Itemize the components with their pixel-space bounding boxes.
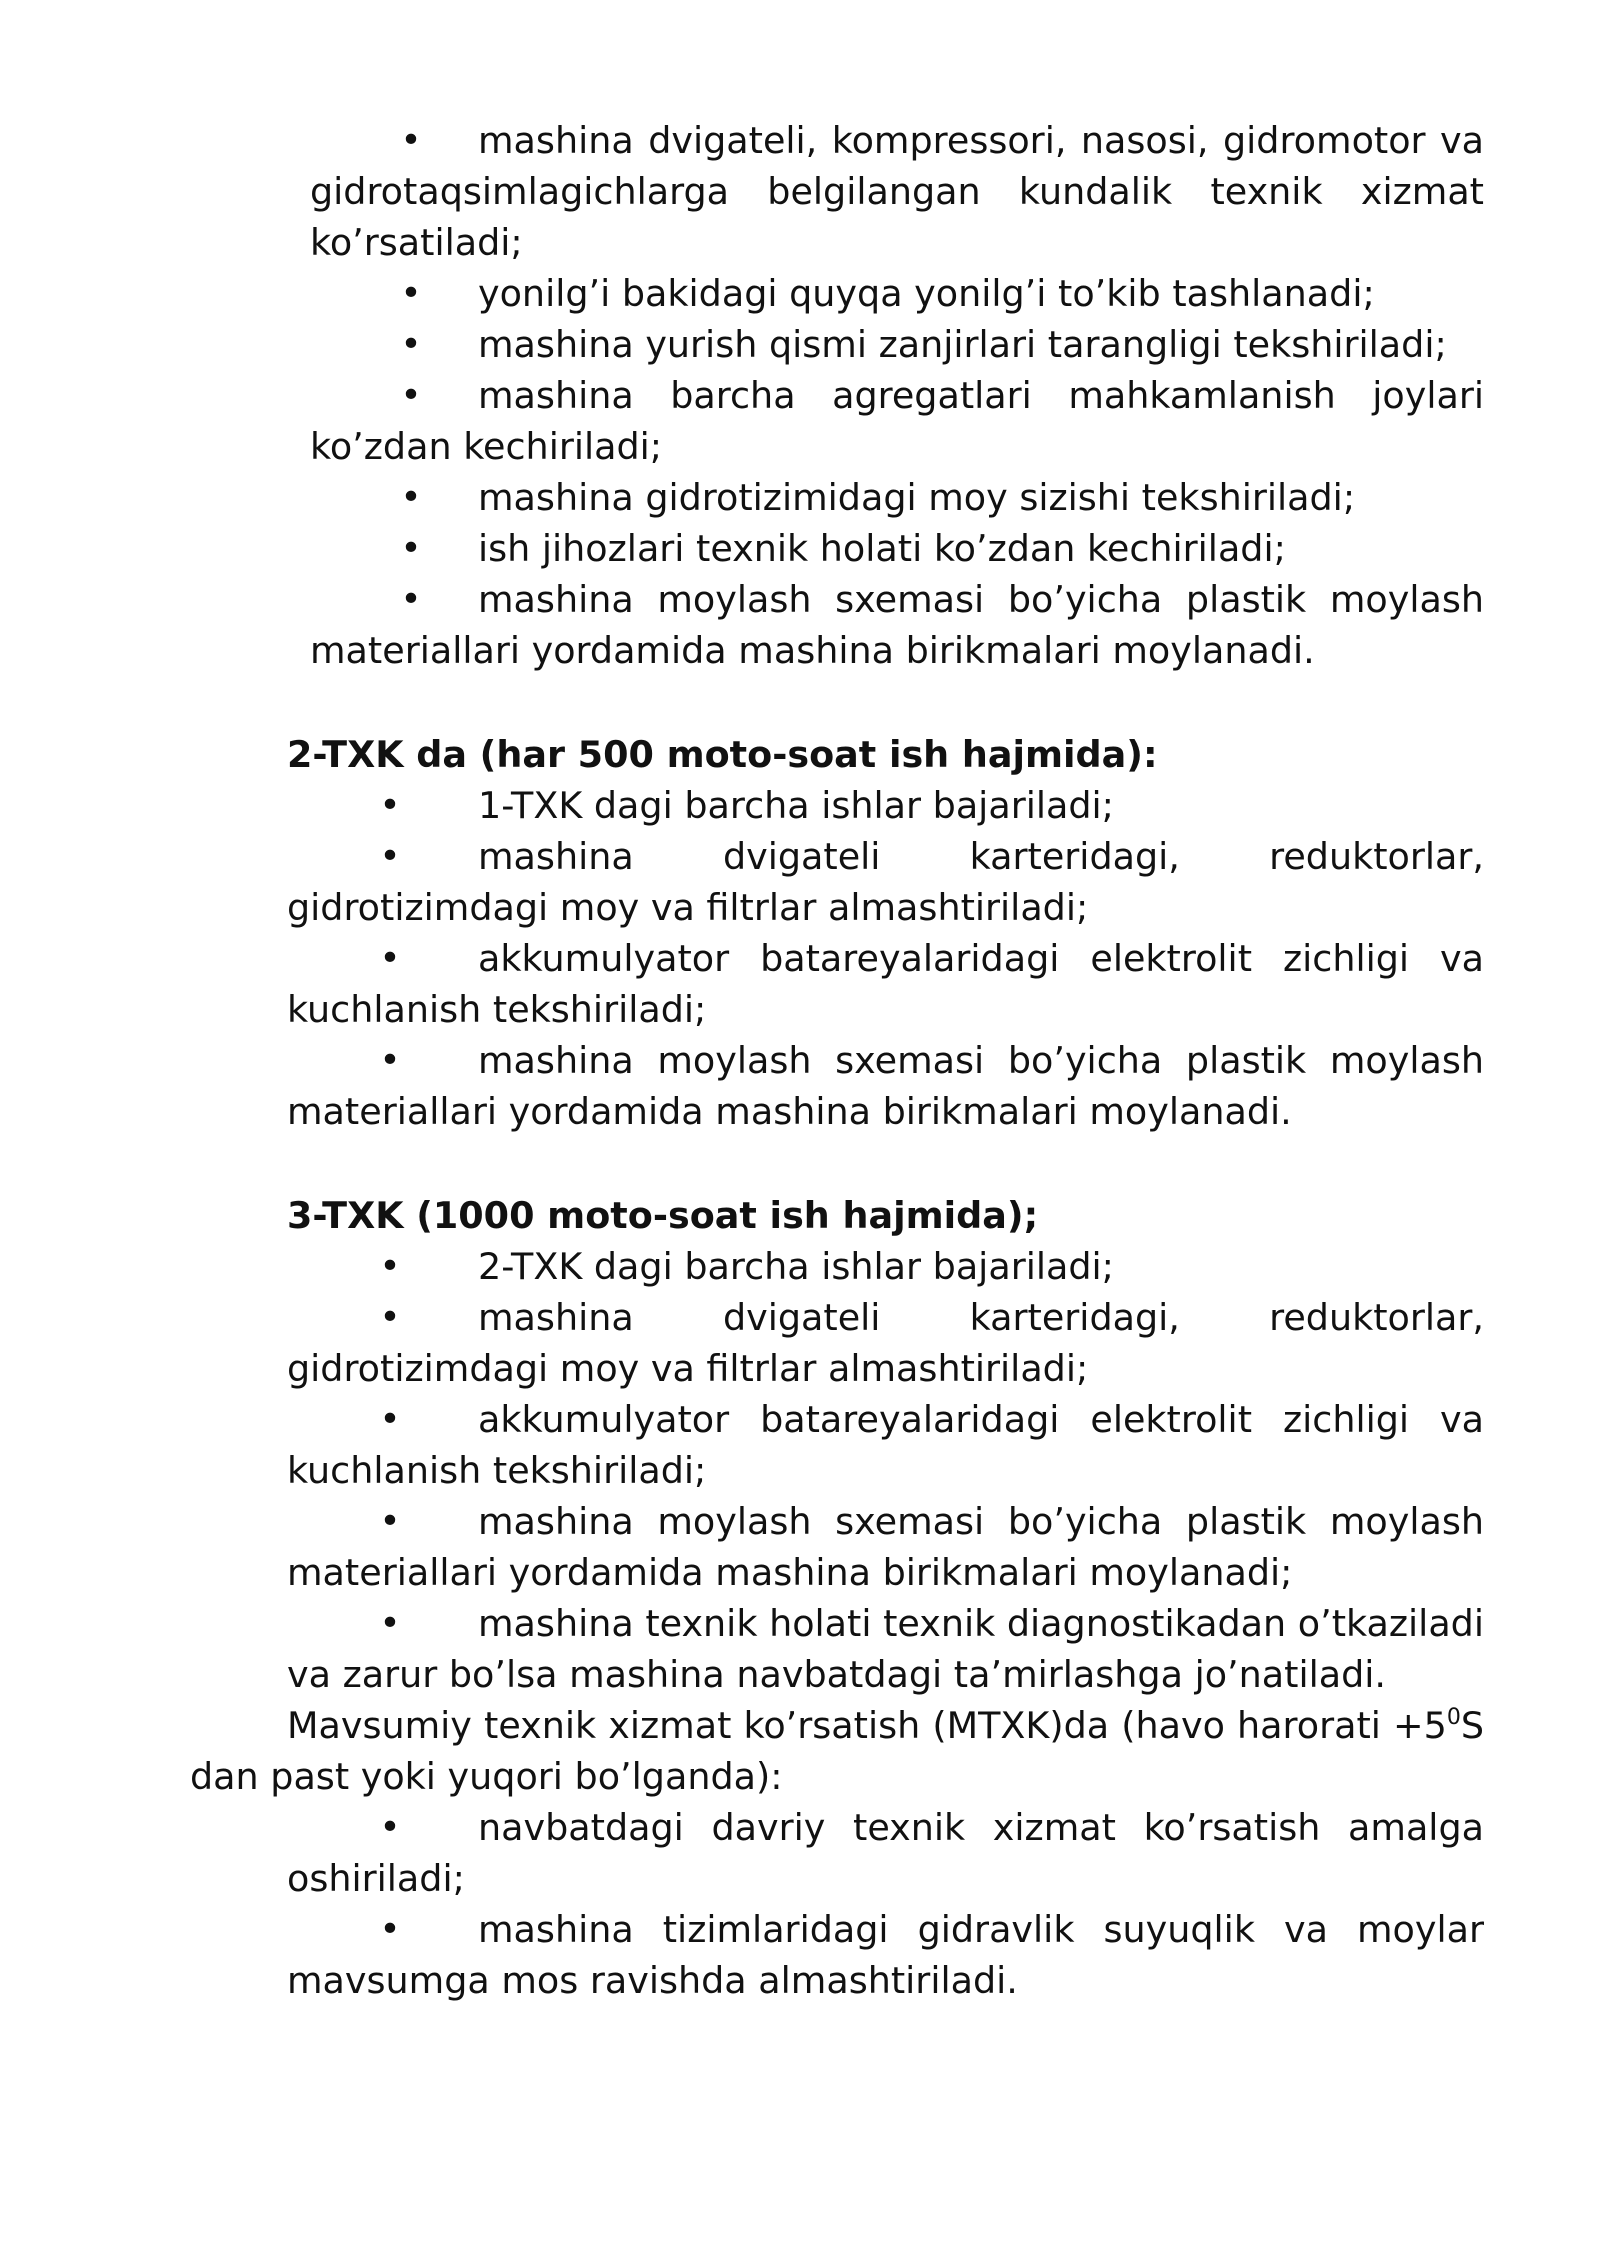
bullet: • — [379, 1909, 401, 1950]
list-item-continuation: gidrotizimdagi moy va filtrlar almashtiriladi; — [287, 1347, 1089, 1390]
list-item-continuation: va zarur bo’lsa mashina navbatdagi ta’mirlashga jo’natiladi. — [287, 1653, 1387, 1696]
list-item-text: mashina tizimlaridagi gidravlik suyuqlik va moylar — [478, 1908, 1484, 1951]
superscript-degree: 0 — [1446, 1705, 1461, 1730]
list-item-text: mashina moylash sxemasi bo’yicha plastik moylash — [478, 578, 1484, 621]
bullet: • — [400, 324, 422, 365]
bullet: • — [400, 528, 422, 569]
section-2-heading: 2-TXK da (har 500 moto-soat ish hajmida): — [287, 733, 1158, 776]
list-item-text: mashina moylash sxemasi bo’yicha plastik moylash — [478, 1500, 1484, 1543]
list-item-continuation: materiallari yordamida mashina birikmalari moylanadi. — [310, 629, 1315, 672]
seasonal-text-before: Mavsumiy texnik xizmat ko’rsatish (MTXK)da (havo harorati +5 — [287, 1704, 1447, 1747]
list-item-text: mashina yurish qismi zanjirlari tarangligi tekshiriladi; — [478, 323, 1447, 366]
bullet: • — [379, 1807, 401, 1848]
list-item-text: mashina barcha agregatlari mahkamlanish joylari — [478, 374, 1484, 417]
list-item-text: mashina dvigateli, kompressori, nasosi, gidromotor va — [478, 119, 1484, 162]
list-item-text: mashina texnik holati texnik diagnostikadan o’tkaziladi — [478, 1602, 1484, 1645]
seasonal-paragraph-line-2: dan past yoki yuqori bo’lganda): — [190, 1755, 783, 1798]
list-item-text: mashina moylash sxemasi bo’yicha plastik moylash — [478, 1039, 1484, 1082]
list-item-continuation: gidrotizimdagi moy va filtrlar almashtiriladi; — [287, 886, 1089, 929]
list-item-text: ish jihozlari texnik holati ko’zdan kechiriladi; — [478, 527, 1286, 570]
list-item-continuation: oshiriladi; — [287, 1857, 465, 1900]
bullet: • — [379, 1040, 401, 1081]
list-item-text: mashina dvigateli karteridagi, reduktorlar, — [478, 1296, 1484, 1339]
list-item-continuation: gidrotaqsimlagichlarga belgilangan kundalik texnik xizmat — [310, 170, 1484, 213]
bullet: • — [379, 1246, 401, 1287]
list-item-text: 1-TXK dagi barcha ishlar bajariladi; — [478, 784, 1114, 827]
list-item-text: akkumulyator batareyalaridagi elektrolit zichligi va — [478, 937, 1484, 980]
bullet: • — [379, 938, 401, 979]
bullet: • — [379, 1297, 401, 1338]
list-item-continuation: materiallari yordamida mashina birikmalari moylanadi; — [287, 1551, 1293, 1594]
list-item-text: 2-TXK dagi barcha ishlar bajariladi; — [478, 1245, 1114, 1288]
list-item-text: yonilg’i bakidagi quyqa yonilg’i to’kib tashlanadi; — [478, 272, 1375, 315]
bullet: • — [379, 785, 401, 826]
list-item-continuation: ko’zdan kechiriladi; — [310, 425, 663, 468]
bullet: • — [400, 375, 422, 416]
seasonal-text-after: S — [1460, 1704, 1484, 1747]
list-item-text: navbatdagi davriy texnik xizmat ko’rsatish amalga — [478, 1806, 1484, 1849]
bullet: • — [400, 120, 422, 161]
list-item-text: akkumulyator batareyalaridagi elektrolit zichligi va — [478, 1398, 1484, 1441]
bullet: • — [379, 1399, 401, 1440]
bullet: • — [379, 836, 401, 877]
bullet: • — [400, 477, 422, 518]
list-item-continuation: materiallari yordamida mashina birikmalari moylanadi. — [287, 1090, 1292, 1133]
list-item-text: mashina dvigateli karteridagi, reduktorlar, — [478, 835, 1484, 878]
bullet: • — [379, 1501, 401, 1542]
list-item-continuation: ko’rsatiladi; — [310, 221, 523, 264]
bullet: • — [379, 1603, 401, 1644]
seasonal-paragraph-line-1 — [287, 1700, 1484, 1751]
bullet: • — [400, 273, 422, 314]
section-3-heading: 3-TXK (1000 moto-soat ish hajmida); — [287, 1194, 1039, 1237]
list-item-text: mashina gidrotizimidagi moy sizishi tekshiriladi; — [478, 476, 1356, 519]
list-item-continuation: kuchlanish tekshiriladi; — [287, 988, 707, 1031]
list-item-continuation: mavsumga mos ravishda almashtiriladi. — [287, 1959, 1018, 2002]
list-item-continuation: kuchlanish tekshiriladi; — [287, 1449, 707, 1492]
bullet: • — [400, 579, 422, 620]
